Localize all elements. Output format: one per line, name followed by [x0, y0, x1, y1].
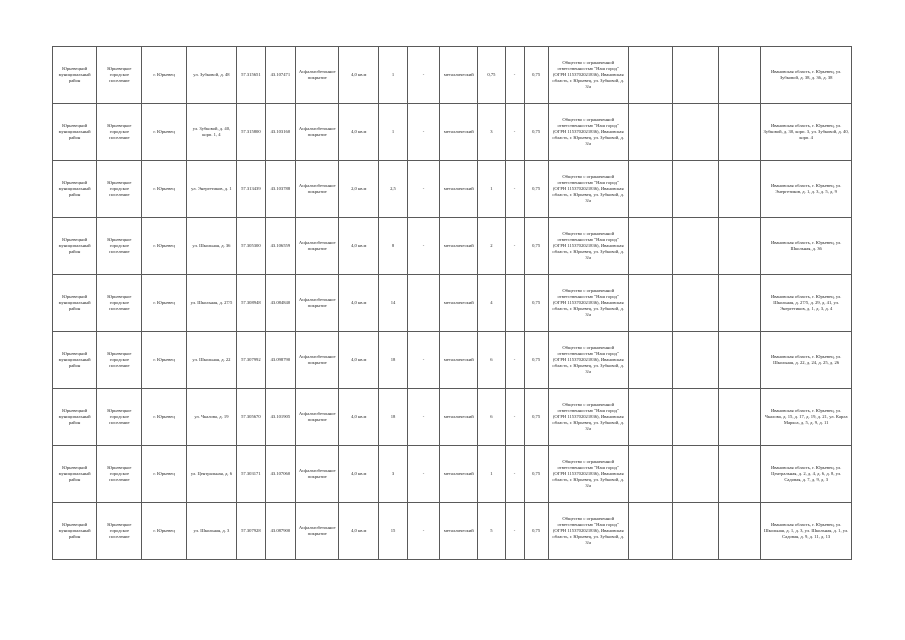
- container-volume-cell: 0,75: [524, 218, 548, 275]
- container-material-cell: металлический: [440, 332, 478, 389]
- street-cell: ул. Школьная, д. 36: [186, 218, 237, 275]
- container-count-cell: 18: [379, 332, 407, 389]
- city-cell: г. Юрьевец: [142, 275, 186, 332]
- table-row: [53, 47, 852, 104]
- city-cell: г. Юрьевец: [142, 161, 186, 218]
- owner-cell: Общество с ограниченной ответственностью "Наш город" (ОГРН 1153702021836), Ивановская область, г. Юрьевец, ул. Зубковой, д. 3/а: [548, 218, 628, 275]
- city-cell: г. Юрьевец: [142, 503, 186, 560]
- empty-cell: [672, 161, 718, 218]
- planned-containers-cell: -: [407, 332, 440, 389]
- empty-cell: [672, 275, 718, 332]
- longitude-cell: 43.107471: [265, 47, 296, 104]
- owner-cell: Общество с ограниченной ответственностью "Наш город" (ОГРН 1153702021836), Ивановская область, г. Юрьевец, ул. Зубковой, д. 3/а: [548, 389, 628, 446]
- container-volume-cell: 0,75: [524, 332, 548, 389]
- area-cell: 4,0 кв.м: [339, 503, 379, 560]
- planned-bunkers-cell: -: [505, 161, 524, 218]
- longitude-cell: 43.084840: [265, 275, 296, 332]
- container-volume-cell: 0,75: [524, 503, 548, 560]
- planned-bunkers-cell: [505, 275, 524, 332]
- settlement-cell: Юрьевецкое городское поселение: [97, 104, 142, 161]
- area-cell: 4,0 кв.м: [339, 275, 379, 332]
- latitude-cell: 57.303171: [237, 446, 265, 503]
- served-addresses-cell: Ивановская область, г. Юрьевец, ул. Зубковой, д. 38, д. 36, д. 38: [761, 47, 852, 104]
- district-cell: Юрьевецкий муниципальный район: [53, 275, 97, 332]
- latitude-cell: 57.305300: [237, 218, 265, 275]
- area-cell: 4,0 кв.м: [339, 332, 379, 389]
- street-cell: ул. Чкалова, д. 19: [186, 389, 237, 446]
- empty-cell: [672, 503, 718, 560]
- container-material-cell: металлический: [440, 218, 478, 275]
- district-cell: Юрьевецкий муниципальный район: [53, 446, 97, 503]
- owner-cell: Общество с ограниченной ответственностью "Наш город" (ОГРН 1153702021836), Ивановская область, г. Юрьевец, ул. Зубковой, д. 3/а: [548, 161, 628, 218]
- street-cell: ул. Школьная, д. 3: [186, 503, 237, 560]
- planned-containers-cell: [407, 275, 440, 332]
- surface-type-cell: Асфальтобетонное покрытие: [296, 503, 339, 560]
- planned-containers-cell: -: [407, 446, 440, 503]
- served-addresses-cell: Ивановская область, г. Юрьевец, ул. Чкалова, д. 15, д. 17, д. 19, д. 21, ул. Карла Маркса, д. 5, д. 9, д. 11: [761, 389, 852, 446]
- bunker-count-cell: 3: [478, 104, 505, 161]
- owner-cell: Общество с ограниченной ответственностью "Наш город" (ОГРН 1153702021836), Ивановская область, г. Юрьевец, ул. Зубковой, д. 3/а: [548, 275, 628, 332]
- city-cell: г. Юрьевец: [142, 104, 186, 161]
- container-count-cell: 1: [379, 104, 407, 161]
- empty-cell: [672, 47, 718, 104]
- waste-site-registry-table: [52, 46, 852, 560]
- district-cell: Юрьевецкий муниципальный район: [53, 389, 97, 446]
- served-addresses-cell: Ивановская область, г. Юрьевец, ул. Зубковой, д. 30, корп. 3, ул. Зубковой, д. 40, корп. 4: [761, 104, 852, 161]
- served-addresses-cell: Ивановская область, г. Юрьевец, ул. Школьная, д. 36: [761, 218, 852, 275]
- area-cell: 4,0 кв.м: [339, 389, 379, 446]
- table-row: [53, 161, 852, 218]
- empty-cell: [628, 275, 672, 332]
- longitude-cell: 43.103160: [265, 104, 296, 161]
- empty-cell: [672, 446, 718, 503]
- bunker-count-cell: 4: [478, 275, 505, 332]
- container-volume-cell: 0,75: [524, 275, 548, 332]
- longitude-cell: 43.107060: [265, 446, 296, 503]
- planned-containers-cell: -: [407, 218, 440, 275]
- container-volume-cell: 0,75: [524, 47, 548, 104]
- empty-cell: [628, 503, 672, 560]
- settlement-cell: Юрьевецкое городское поселение: [97, 161, 142, 218]
- city-cell: г. Юрьевец: [142, 332, 186, 389]
- served-addresses-cell: Ивановская область, г. Юрьевец, ул. Центральная, д. 2, д. 4, д. 6, д. 8, ул. Садовая, д. 7, д. 9, д. 3: [761, 446, 852, 503]
- bunker-count-cell: 0,75: [478, 47, 505, 104]
- container-count-cell: 2,5: [379, 161, 407, 218]
- district-cell: Юрьевецкий муниципальный район: [53, 47, 97, 104]
- table-row: [53, 332, 852, 389]
- planned-containers-cell: -: [407, 47, 440, 104]
- served-addresses-cell: Ивановская область, г. Юрьевец, ул. Школьная, д. 27/5, д. 29, д. 41, ул. Энергетиков, д. 1, д. 3, д. 4: [761, 275, 852, 332]
- container-count-cell: 18: [379, 389, 407, 446]
- table-row: [53, 389, 852, 446]
- longitude-cell: 43.103788: [265, 161, 296, 218]
- owner-cell: Общество с ограниченной ответственностью "Наш город" (ОГРН 1153702021836), Ивановская область, г. Юрьевец, ул. Зубковой, д. 3/а: [548, 446, 628, 503]
- district-cell: Юрьевецкий муниципальный район: [53, 218, 97, 275]
- empty-cell: [719, 389, 761, 446]
- container-material-cell: металлический: [440, 446, 478, 503]
- area-cell: 4,0 кв.м: [339, 104, 379, 161]
- planned-bunkers-cell: -: [505, 446, 524, 503]
- longitude-cell: 43.106559: [265, 218, 296, 275]
- longitude-cell: 43.098790: [265, 332, 296, 389]
- settlement-cell: Юрьевецкое городское поселение: [97, 47, 142, 104]
- container-count-cell: 1: [379, 47, 407, 104]
- settlement-cell: Юрьевецкое городское поселение: [97, 332, 142, 389]
- area-cell: 4,0 кв.м: [339, 47, 379, 104]
- table-row: [53, 446, 852, 503]
- surface-type-cell: Асфальтобетонное покрытие: [296, 161, 339, 218]
- settlement-cell: Юрьевецкое городское поселение: [97, 389, 142, 446]
- empty-cell: [719, 332, 761, 389]
- area-cell: 4,0 кв.м: [339, 446, 379, 503]
- empty-cell: [719, 275, 761, 332]
- planned-bunkers-cell: -: [505, 332, 524, 389]
- street-cell: ул. Школьная, д. 27/5: [186, 275, 237, 332]
- surface-type-cell: Асфальтобетонное покрытие: [296, 47, 339, 104]
- planned-bunkers-cell: -: [505, 503, 524, 560]
- settlement-cell: Юрьевецкое городское поселение: [97, 446, 142, 503]
- container-material-cell: металлический: [440, 389, 478, 446]
- latitude-cell: 57.315800: [237, 104, 265, 161]
- container-material-cell: металлический: [440, 503, 478, 560]
- surface-type-cell: Асфальтобетонное покрытие: [296, 446, 339, 503]
- container-material-cell: металлический: [440, 275, 478, 332]
- served-addresses-cell: Ивановская область, г. Юрьевец, ул. Школьная, д. 22, д. 24, д. 25, д. 26: [761, 332, 852, 389]
- empty-cell: [628, 47, 672, 104]
- district-cell: Юрьевецкий муниципальный район: [53, 332, 97, 389]
- registry-rows: [53, 47, 852, 560]
- street-cell: ул. Зубковой, д. 48: [186, 47, 237, 104]
- street-cell: ул. Школьная, д. 22: [186, 332, 237, 389]
- empty-cell: [719, 104, 761, 161]
- empty-cell: [628, 389, 672, 446]
- latitude-cell: 57.313439: [237, 161, 265, 218]
- area-cell: 4,0 кв.м: [339, 218, 379, 275]
- container-material-cell: металлический: [440, 104, 478, 161]
- planned-bunkers-cell: -: [505, 218, 524, 275]
- bunker-count-cell: 1: [478, 446, 505, 503]
- empty-cell: [628, 218, 672, 275]
- container-material-cell: металлический: [440, 47, 478, 104]
- area-cell: 2,0 кв.м: [339, 161, 379, 218]
- planned-containers-cell: -: [407, 104, 440, 161]
- city-cell: г. Юрьевец: [142, 47, 186, 104]
- table-row: [53, 104, 852, 161]
- street-cell: ул. Центральная, д. 6: [186, 446, 237, 503]
- district-cell: Юрьевецкий муниципальный район: [53, 161, 97, 218]
- empty-cell: [672, 218, 718, 275]
- empty-cell: [719, 161, 761, 218]
- table-row: [53, 275, 852, 332]
- owner-cell: Общество с ограниченной ответственностью "Наш город" (ОГРН 1153702021836), Ивановская область, г. Юрьевец, ул. Зубковой, д. 3/а: [548, 47, 628, 104]
- container-count-cell: 3: [379, 446, 407, 503]
- bunker-count-cell: 2: [478, 218, 505, 275]
- table-row: [53, 218, 852, 275]
- empty-cell: [628, 446, 672, 503]
- empty-cell: [719, 218, 761, 275]
- bunker-count-cell: 6: [478, 332, 505, 389]
- latitude-cell: 57.307992: [237, 332, 265, 389]
- city-cell: г. Юрьевец: [142, 446, 186, 503]
- container-volume-cell: 0,75: [524, 446, 548, 503]
- surface-type-cell: Асфальтобетонное покрытие: [296, 104, 339, 161]
- longitude-cell: 43.101905: [265, 389, 296, 446]
- longitude-cell: 43.087900: [265, 503, 296, 560]
- table-row: [53, 503, 852, 560]
- empty-cell: [628, 161, 672, 218]
- container-volume-cell: 0,75: [524, 104, 548, 161]
- settlement-cell: Юрьевецкое городское поселение: [97, 503, 142, 560]
- bunker-count-cell: 5: [478, 503, 505, 560]
- latitude-cell: 57.307928: [237, 503, 265, 560]
- planned-containers-cell: -: [407, 503, 440, 560]
- container-material-cell: металлический: [440, 161, 478, 218]
- district-cell: Юрьевецкий муниципальный район: [53, 503, 97, 560]
- owner-cell: Общество с ограниченной ответственностью "Наш город" (ОГРН 1153702021836), Ивановская область, г. Юрьевец, ул. Зубковой, д. 3/а: [548, 104, 628, 161]
- empty-cell: [672, 104, 718, 161]
- planned-bunkers-cell: -: [505, 47, 524, 104]
- empty-cell: [719, 503, 761, 560]
- surface-type-cell: Асфальтобетонное покрытие: [296, 389, 339, 446]
- street-cell: ул. Зубковой, д. 40, корп. 1, 4: [186, 104, 237, 161]
- bunker-count-cell: 1: [478, 161, 505, 218]
- container-count-cell: 14: [379, 275, 407, 332]
- latitude-cell: 57.308948: [237, 275, 265, 332]
- served-addresses-cell: Ивановская область, г. Юрьевец, ул. Энергетиков, д. 1, д. 3, д. 5, д. 9: [761, 161, 852, 218]
- container-count-cell: 15: [379, 503, 407, 560]
- surface-type-cell: Асфальтобетонное покрытие: [296, 332, 339, 389]
- empty-cell: [628, 104, 672, 161]
- empty-cell: [719, 446, 761, 503]
- surface-type-cell: Асфальтобетонное покрытие: [296, 275, 339, 332]
- container-volume-cell: 0,75: [524, 161, 548, 218]
- latitude-cell: 57.315651: [237, 47, 265, 104]
- city-cell: г. Юрьевец: [142, 389, 186, 446]
- empty-cell: [719, 47, 761, 104]
- district-cell: Юрьевецкий муниципальный район: [53, 104, 97, 161]
- owner-cell: Общество с ограниченной ответственностью "Наш город" (ОГРН 1153702021836), Ивановская область, г. Юрьевец, ул. Зубковой, д. 3/а: [548, 503, 628, 560]
- empty-cell: [628, 332, 672, 389]
- owner-cell: Общество с ограниченной ответственностью "Наш город" (ОГРН 1153702021836), Ивановская область, г. Юрьевец, ул. Зубковой, д. 3/а: [548, 332, 628, 389]
- served-addresses-cell: Ивановская область, г. Юрьевец, ул. Школьная, д. 1, д. 3, ул. Школьная, д. 1, ул. Садовая, д. 9, д. 11, д. 13: [761, 503, 852, 560]
- settlement-cell: Юрьевецкое городское поселение: [97, 218, 142, 275]
- container-count-cell: 8: [379, 218, 407, 275]
- latitude-cell: 57.305670: [237, 389, 265, 446]
- bunker-count-cell: 6: [478, 389, 505, 446]
- surface-type-cell: Асфальтобетонное покрытие: [296, 218, 339, 275]
- empty-cell: [672, 389, 718, 446]
- city-cell: г. Юрьевец: [142, 218, 186, 275]
- planned-containers-cell: -: [407, 161, 440, 218]
- street-cell: ул. Энергетиков, д. 1: [186, 161, 237, 218]
- empty-cell: [672, 332, 718, 389]
- container-volume-cell: 0,75: [524, 389, 548, 446]
- planned-containers-cell: -: [407, 389, 440, 446]
- settlement-cell: Юрьевецкое городское поселение: [97, 275, 142, 332]
- planned-bunkers-cell: -: [505, 389, 524, 446]
- planned-bunkers-cell: -: [505, 104, 524, 161]
